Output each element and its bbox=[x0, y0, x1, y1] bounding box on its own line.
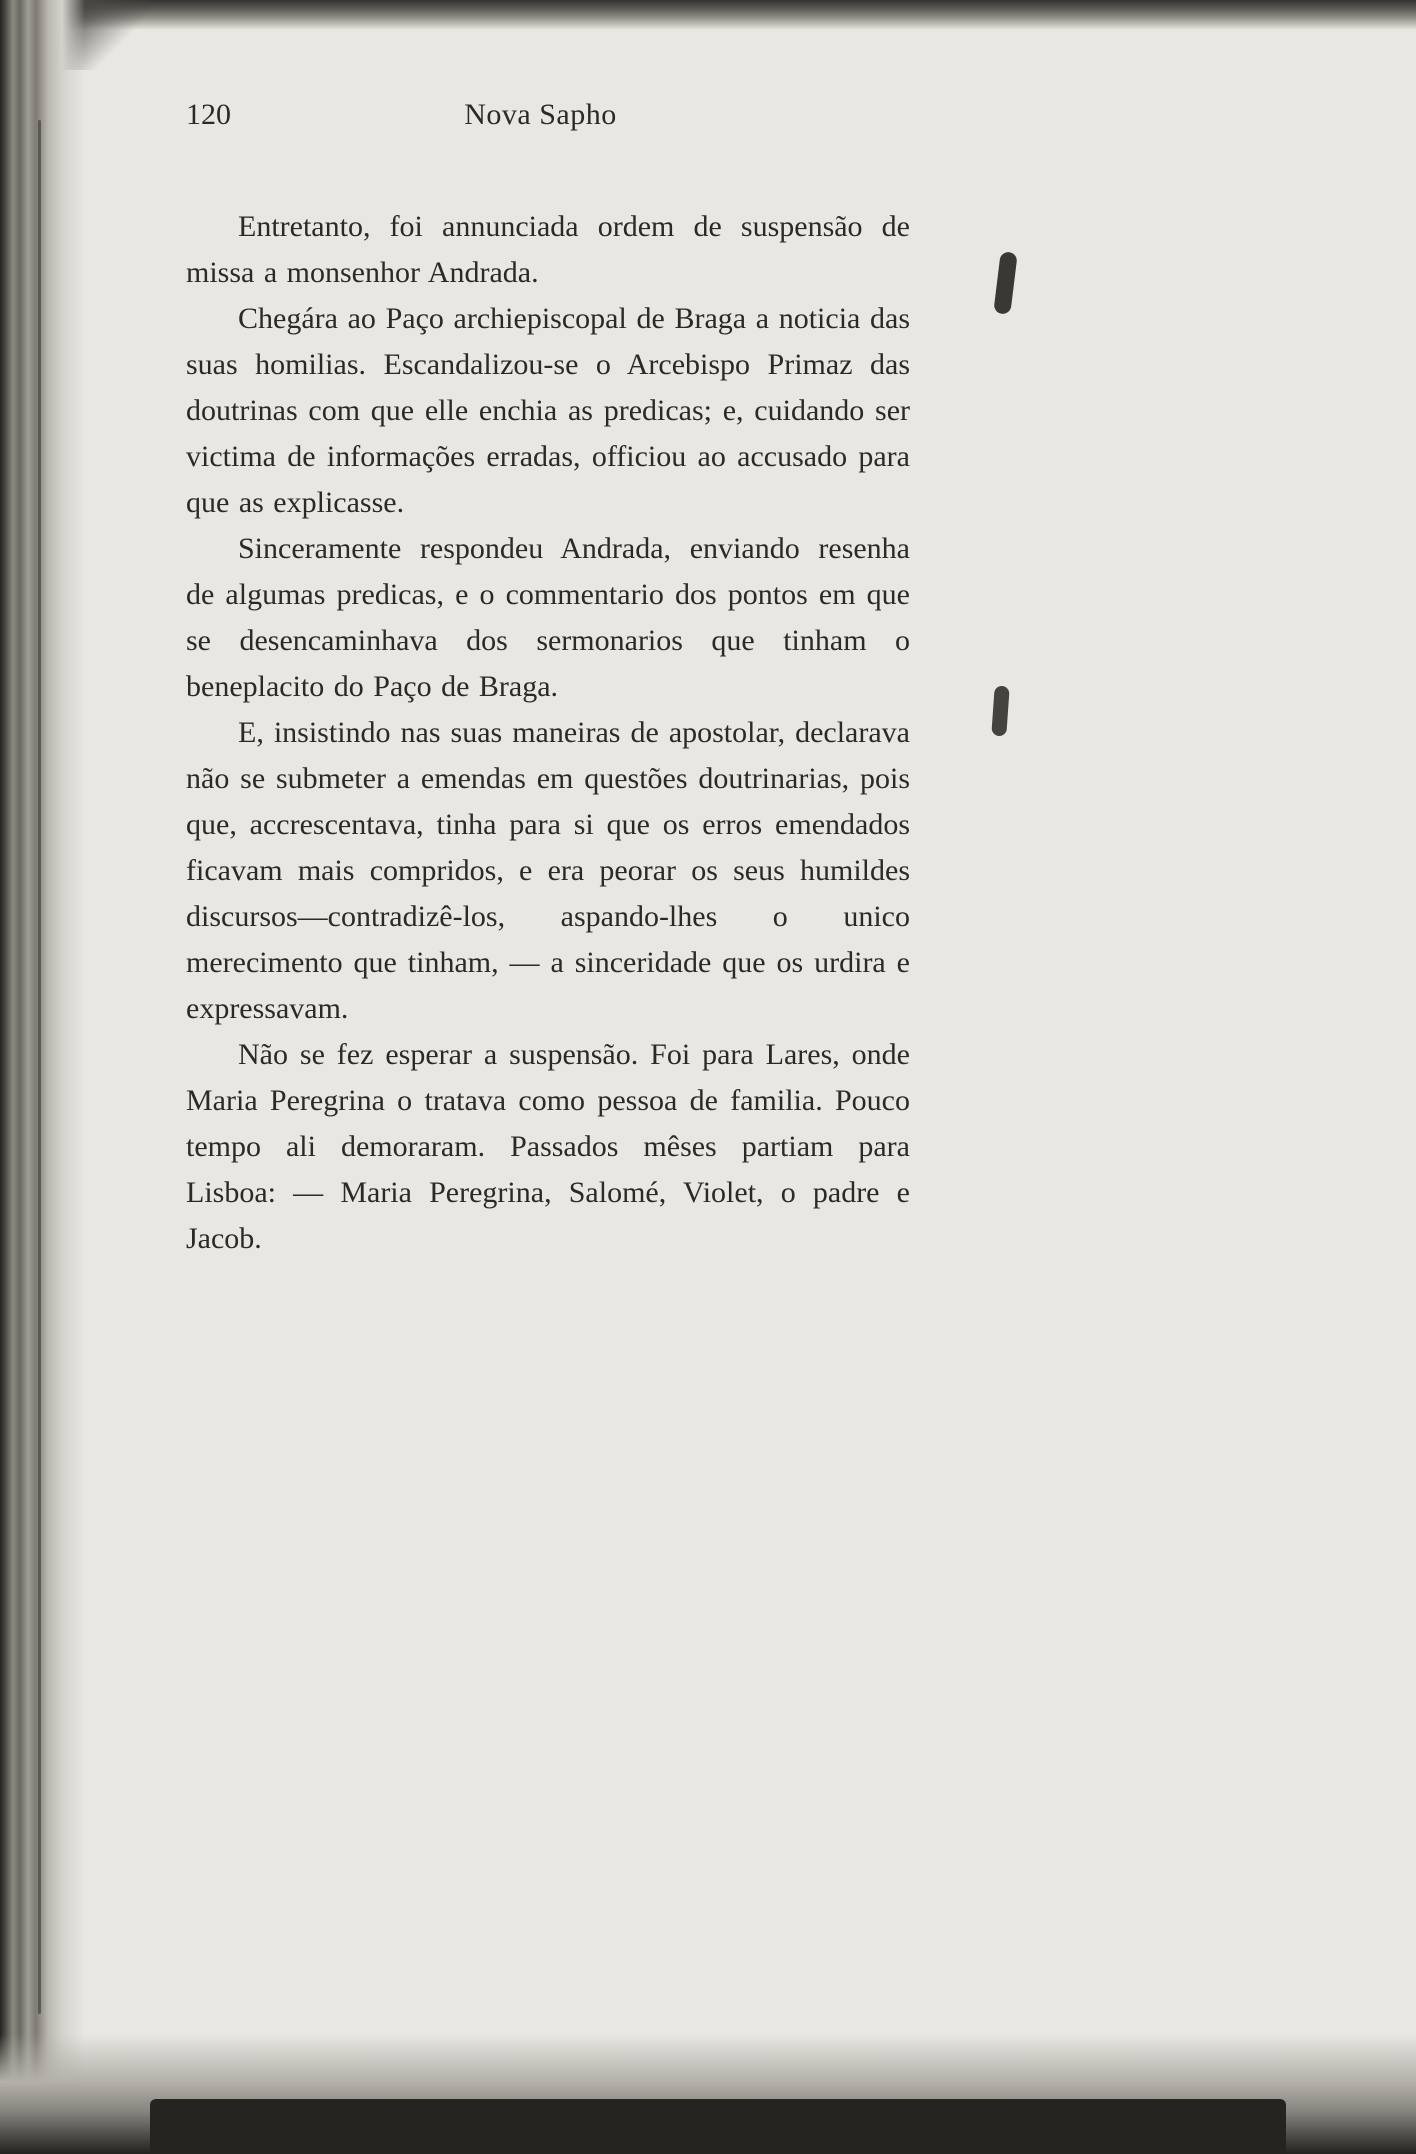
scan-artifact-right-mark-1 bbox=[993, 251, 1017, 315]
paragraph-5: Não se fez esperar a suspensão. Foi para Lares, onde Maria Peregrina o tratava como pessoa de familia. Pouco tempo ali demoraram. Passados mêses partiam para Lisboa: — Maria Peregrina, Salomé, Violet, o padre e Jacob. bbox=[186, 1038, 910, 1255]
paragraph-4: E, insistindo nas suas maneiras de apostolar, declarava não se submeter a emendas em questões doutrinarias, pois que, accrescentava, tinha para si que os erros emendados ficavam mais compridos, e era peorar os seus humildes discursos—contradizê-los, aspando-lhes o unico merecimento que tinham, — a sinceridade que os urdira e expressavam. bbox=[186, 716, 910, 1025]
book-binding-shadow bbox=[0, 0, 85, 2154]
page-body bbox=[186, 204, 910, 1262]
scan-artifact-top-left-corner bbox=[0, 0, 150, 70]
page-number: 120 bbox=[186, 98, 231, 131]
paragraph-1: Entretanto, foi annunciada ordem de suspensão de missa a monsenhor Andrada. bbox=[186, 210, 910, 289]
paragraph-3: Sinceramente respondeu Andrada, enviando resenha de algumas predicas, e o commentario dos pontos em que se desencaminhava dos sermonarios que tinham o beneplacito do Paço de Braga. bbox=[186, 532, 910, 703]
running-title: Nova Sapho bbox=[464, 98, 617, 131]
scan-artifact-right-mark-2 bbox=[991, 686, 1009, 737]
binding-crease-line bbox=[38, 120, 41, 2014]
scan-artifact-bottom-edge bbox=[150, 2099, 1286, 2154]
scan-artifact-bottom-fade bbox=[0, 2034, 1416, 2154]
paragraph-2: Chegára ao Paço archiepiscopal de Braga a noticia das suas homilias. Escandalizou-se o Arcebispo Primaz das doutrinas com que elle enchia as predicas; e, cuidando ser victima de informações erradas, officiou ao accusado para que as explicasse. bbox=[186, 302, 910, 519]
page-content bbox=[186, 0, 910, 1262]
page-header bbox=[186, 98, 910, 132]
